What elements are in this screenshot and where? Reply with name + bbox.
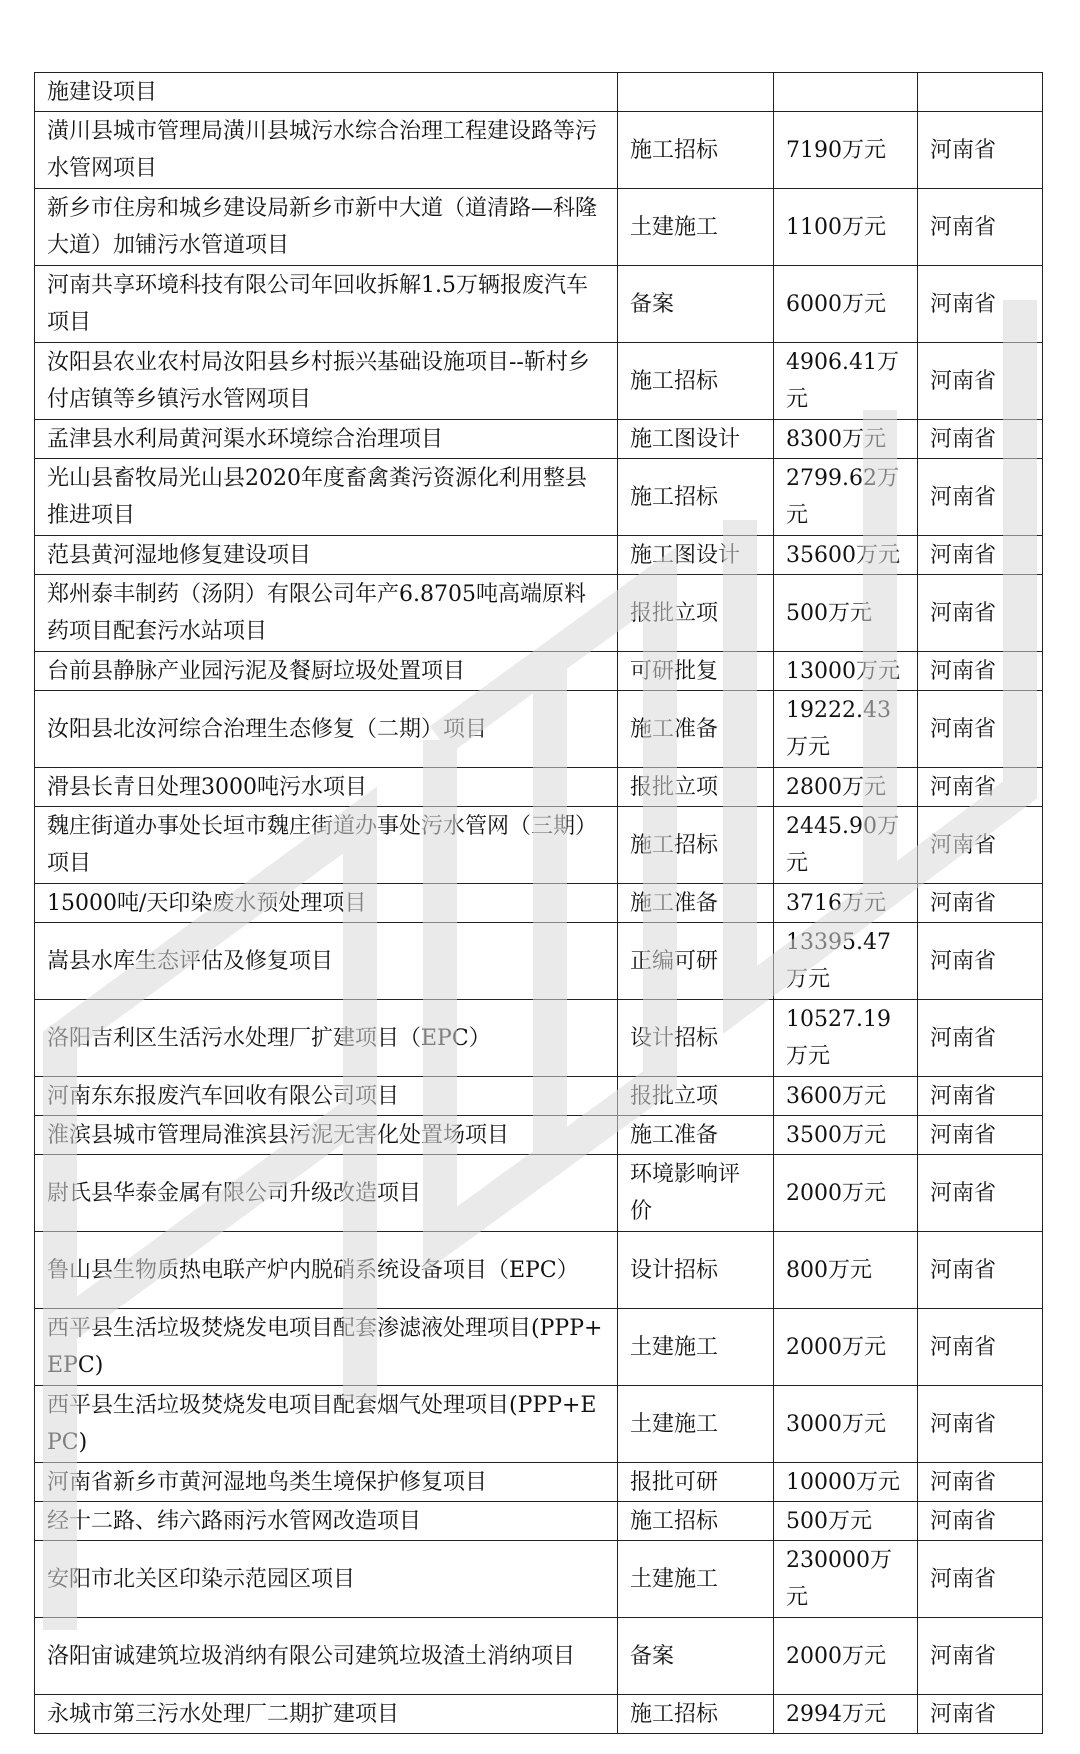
amount-cell: 10000万元 bbox=[774, 1463, 918, 1502]
project-name-cell: 范县黄河湿地修复建设项目 bbox=[35, 536, 618, 575]
stage-cell: 施工招标 bbox=[618, 1695, 774, 1734]
amount-cell: 19222.43万元 bbox=[774, 691, 918, 768]
project-name-cell: 洛阳宙诚建筑垃圾消纳有限公司建筑垃圾渣土消纳项目 bbox=[35, 1618, 618, 1695]
table-row bbox=[35, 1309, 1043, 1386]
province-cell: 河南省 bbox=[918, 768, 1043, 807]
province-cell: 河南省 bbox=[918, 1155, 1043, 1232]
amount-cell bbox=[774, 73, 918, 112]
stage-cell: 施工图设计 bbox=[618, 536, 774, 575]
stage-cell: 环境影响评价 bbox=[618, 1155, 774, 1232]
amount-cell: 3500万元 bbox=[774, 1116, 918, 1155]
project-name-cell: 郑州泰丰制药（汤阴）有限公司年产6.8705吨高端原料药项目配套污水站项目 bbox=[35, 575, 618, 652]
project-name-cell: 鲁山县生物质热电联产炉内脱硝系统设备项目（EPC） bbox=[35, 1232, 618, 1309]
project-name-cell: 光山县畜牧局光山县2020年度畜禽粪污资源化利用整县推进项目 bbox=[35, 459, 618, 536]
province-cell: 河南省 bbox=[918, 923, 1043, 1000]
project-name-cell: 台前县静脉产业园污泥及餐厨垃圾处置项目 bbox=[35, 652, 618, 691]
table-row bbox=[35, 1541, 1043, 1618]
province-cell: 河南省 bbox=[918, 266, 1043, 343]
table-row bbox=[35, 1116, 1043, 1155]
stage-cell: 施工准备 bbox=[618, 691, 774, 768]
stage-cell: 土建施工 bbox=[618, 1309, 774, 1386]
table-row bbox=[35, 1155, 1043, 1232]
table-row bbox=[35, 923, 1043, 1000]
amount-cell: 10527.19万元 bbox=[774, 1000, 918, 1077]
stage-cell: 土建施工 bbox=[618, 1541, 774, 1618]
table-row bbox=[35, 459, 1043, 536]
project-name-cell: 尉氏县华泰金属有限公司升级改造项目 bbox=[35, 1155, 618, 1232]
stage-cell: 设计招标 bbox=[618, 1232, 774, 1309]
project-name-cell: 滑县长青日处理3000吨污水项目 bbox=[35, 768, 618, 807]
project-name-cell: 汝阳县农业农村局汝阳县乡村振兴基础设施项目--靳村乡付店镇等乡镇污水管网项目 bbox=[35, 343, 618, 420]
project-name-cell: 汝阳县北汝河综合治理生态修复（二期）项目 bbox=[35, 691, 618, 768]
province-cell bbox=[918, 73, 1043, 112]
province-cell: 河南省 bbox=[918, 884, 1043, 923]
province-cell: 河南省 bbox=[918, 1116, 1043, 1155]
stage-cell: 备案 bbox=[618, 1618, 774, 1695]
table-row bbox=[35, 1695, 1043, 1734]
project-table bbox=[34, 72, 1043, 1734]
table-row bbox=[35, 536, 1043, 575]
province-cell: 河南省 bbox=[918, 112, 1043, 189]
project-name-cell: 潢川县城市管理局潢川县城污水综合治理工程建设路等污水管网项目 bbox=[35, 112, 618, 189]
province-cell: 河南省 bbox=[918, 575, 1043, 652]
amount-cell: 2000万元 bbox=[774, 1155, 918, 1232]
project-name-cell: 嵩县水库生态评估及修复项目 bbox=[35, 923, 618, 1000]
table-row bbox=[35, 189, 1043, 266]
province-cell: 河南省 bbox=[918, 459, 1043, 536]
stage-cell: 施工招标 bbox=[618, 1502, 774, 1541]
amount-cell: 3716万元 bbox=[774, 884, 918, 923]
project-name-cell: 施建设项目 bbox=[35, 73, 618, 112]
table-row bbox=[35, 807, 1043, 884]
stage-cell: 报批立项 bbox=[618, 1077, 774, 1116]
amount-cell: 3600万元 bbox=[774, 1077, 918, 1116]
amount-cell: 6000万元 bbox=[774, 266, 918, 343]
amount-cell: 2000万元 bbox=[774, 1618, 918, 1695]
province-cell: 河南省 bbox=[918, 1386, 1043, 1463]
province-cell: 河南省 bbox=[918, 1232, 1043, 1309]
table-row bbox=[35, 73, 1043, 112]
project-name-cell: 淮滨县城市管理局淮滨县污泥无害化处置场项目 bbox=[35, 1116, 618, 1155]
project-name-cell: 魏庄街道办事处长垣市魏庄街道办事处污水管网（三期）项目 bbox=[35, 807, 618, 884]
stage-cell bbox=[618, 73, 774, 112]
province-cell: 河南省 bbox=[918, 189, 1043, 266]
table-row bbox=[35, 1463, 1043, 1502]
stage-cell: 报批立项 bbox=[618, 768, 774, 807]
stage-cell: 正编可研 bbox=[618, 923, 774, 1000]
stage-cell: 施工图设计 bbox=[618, 420, 774, 459]
province-cell: 河南省 bbox=[918, 1077, 1043, 1116]
province-cell: 河南省 bbox=[918, 1000, 1043, 1077]
table-row bbox=[35, 1386, 1043, 1463]
amount-cell: 500万元 bbox=[774, 1502, 918, 1541]
amount-cell: 2445.90万元 bbox=[774, 807, 918, 884]
stage-cell: 报批可研 bbox=[618, 1463, 774, 1502]
amount-cell: 800万元 bbox=[774, 1232, 918, 1309]
table-row bbox=[35, 1077, 1043, 1116]
table-row bbox=[35, 1232, 1043, 1309]
project-name-cell: 西平县生活垃圾焚烧发电项目配套烟气处理项目(PPP+EPC) bbox=[35, 1386, 618, 1463]
amount-cell: 4906.41万元 bbox=[774, 343, 918, 420]
project-name-cell: 河南共享环境科技有限公司年回收拆解1.5万辆报废汽车项目 bbox=[35, 266, 618, 343]
table-row bbox=[35, 1502, 1043, 1541]
project-name-cell: 洛阳吉利区生活污水处理厂扩建项目（EPC） bbox=[35, 1000, 618, 1077]
table-row bbox=[35, 652, 1043, 691]
province-cell: 河南省 bbox=[918, 691, 1043, 768]
table-row bbox=[35, 420, 1043, 459]
amount-cell: 500万元 bbox=[774, 575, 918, 652]
province-cell: 河南省 bbox=[918, 536, 1043, 575]
table-row bbox=[35, 768, 1043, 807]
project-name-cell: 西平县生活垃圾焚烧发电项目配套渗滤液处理项目(PPP+EPC) bbox=[35, 1309, 618, 1386]
amount-cell: 13000万元 bbox=[774, 652, 918, 691]
province-cell: 河南省 bbox=[918, 652, 1043, 691]
amount-cell: 8300万元 bbox=[774, 420, 918, 459]
stage-cell: 施工准备 bbox=[618, 1116, 774, 1155]
amount-cell: 7190万元 bbox=[774, 112, 918, 189]
stage-cell: 土建施工 bbox=[618, 1386, 774, 1463]
province-cell: 河南省 bbox=[918, 1502, 1043, 1541]
stage-cell: 设计招标 bbox=[618, 1000, 774, 1077]
table-row bbox=[35, 343, 1043, 420]
stage-cell: 报批立项 bbox=[618, 575, 774, 652]
province-cell: 河南省 bbox=[918, 420, 1043, 459]
stage-cell: 施工招标 bbox=[618, 343, 774, 420]
table-row bbox=[35, 1000, 1043, 1077]
province-cell: 河南省 bbox=[918, 1541, 1043, 1618]
province-cell: 河南省 bbox=[918, 1463, 1043, 1502]
project-name-cell: 永城市第三污水处理厂二期扩建项目 bbox=[35, 1695, 618, 1734]
stage-cell: 施工准备 bbox=[618, 884, 774, 923]
amount-cell: 3000万元 bbox=[774, 1386, 918, 1463]
amount-cell: 13395.47万元 bbox=[774, 923, 918, 1000]
table-row bbox=[35, 575, 1043, 652]
province-cell: 河南省 bbox=[918, 1695, 1043, 1734]
province-cell: 河南省 bbox=[918, 1309, 1043, 1386]
amount-cell: 2800万元 bbox=[774, 768, 918, 807]
project-name-cell: 河南省新乡市黄河湿地鸟类生境保护修复项目 bbox=[35, 1463, 618, 1502]
project-name-cell: 15000吨/天印染废水预处理项目 bbox=[35, 884, 618, 923]
table-row bbox=[35, 112, 1043, 189]
stage-cell: 施工招标 bbox=[618, 459, 774, 536]
stage-cell: 土建施工 bbox=[618, 189, 774, 266]
table-row bbox=[35, 1618, 1043, 1695]
amount-cell: 2799.62万元 bbox=[774, 459, 918, 536]
project-name-cell: 新乡市住房和城乡建设局新乡市新中大道（道清路—科隆大道）加铺污水管道项目 bbox=[35, 189, 618, 266]
stage-cell: 备案 bbox=[618, 266, 774, 343]
stage-cell: 施工招标 bbox=[618, 807, 774, 884]
stage-cell: 施工招标 bbox=[618, 112, 774, 189]
province-cell: 河南省 bbox=[918, 343, 1043, 420]
amount-cell: 2000万元 bbox=[774, 1309, 918, 1386]
stage-cell: 可研批复 bbox=[618, 652, 774, 691]
province-cell: 河南省 bbox=[918, 1618, 1043, 1695]
amount-cell: 1100万元 bbox=[774, 189, 918, 266]
amount-cell: 230000万元 bbox=[774, 1541, 918, 1618]
table-row bbox=[35, 884, 1043, 923]
project-name-cell: 经十二路、纬六路雨污水管网改造项目 bbox=[35, 1502, 618, 1541]
project-name-cell: 河南东东报废汽车回收有限公司项目 bbox=[35, 1077, 618, 1116]
project-name-cell: 孟津县水利局黄河渠水环境综合治理项目 bbox=[35, 420, 618, 459]
amount-cell: 35600万元 bbox=[774, 536, 918, 575]
table-row bbox=[35, 691, 1043, 768]
table-row bbox=[35, 266, 1043, 343]
project-name-cell: 安阳市北关区印染示范园区项目 bbox=[35, 1541, 618, 1618]
province-cell: 河南省 bbox=[918, 807, 1043, 884]
amount-cell: 2994万元 bbox=[774, 1695, 918, 1734]
